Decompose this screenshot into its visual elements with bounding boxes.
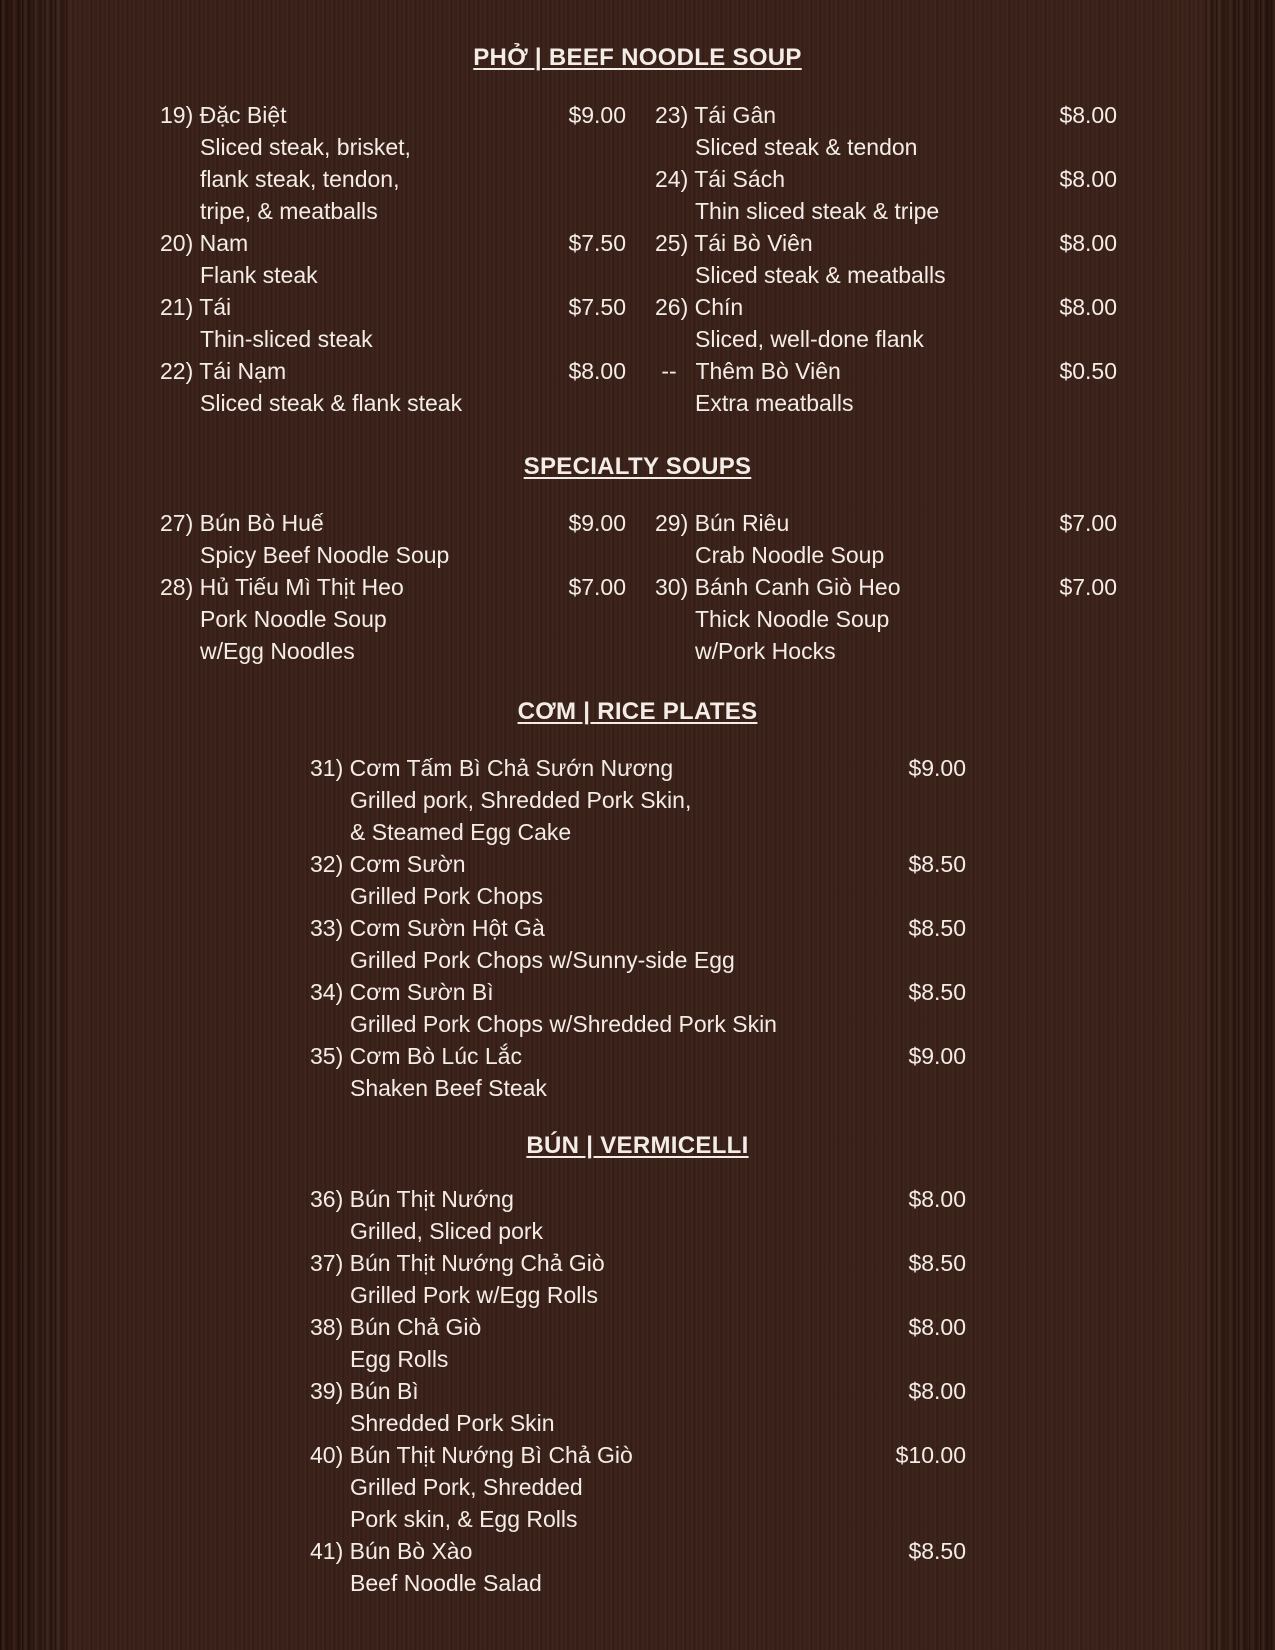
item-description: Sliced steak, brisket, (200, 134, 411, 160)
item-price: $9.00 (908, 1043, 966, 1069)
item-description: Grilled pork, Shredded Pork Skin, (350, 787, 692, 813)
rice-plates-column (310, 752, 966, 1104)
menu-item (310, 912, 966, 976)
menu-item (655, 355, 1117, 419)
item-price: $8.50 (908, 851, 966, 877)
item-description: Shaken Beef Steak (350, 1075, 547, 1101)
item-description: Grilled Pork Chops (350, 883, 544, 909)
item-name: 25) Tái Bò Viên (655, 230, 813, 256)
menu-item (160, 507, 626, 571)
menu-item (310, 1375, 966, 1439)
section-title-com-rice-plates: CƠM | RICE PLATES (517, 698, 758, 725)
item-description: Pork Noodle Soup (200, 606, 387, 632)
item-price: $8.00 (1059, 102, 1117, 128)
item-name: 28) Hủ Tiếu Mì Thịt Heo (160, 574, 404, 600)
item-price: $8.00 (568, 358, 626, 384)
item-description: Crab Noodle Soup (695, 542, 885, 568)
item-description: w/Pork Hocks (695, 638, 836, 664)
item-description: Grilled Pork w/Egg Rolls (350, 1282, 598, 1308)
item-name: 27) Bún Bò Huế (160, 510, 324, 536)
item-description: flank steak, tendon, (200, 166, 400, 192)
item-description: Spicy Beef Noodle Soup (200, 542, 450, 568)
item-description: Thick Noodle Soup (695, 606, 890, 632)
item-name: -- Thêm Bò Viên (655, 358, 841, 384)
menu-item (310, 976, 966, 1040)
item-price: $8.50 (908, 1250, 966, 1276)
item-price: $7.50 (568, 230, 626, 256)
section-title-pho: PHỞ | BEEF NOODLE SOUP (473, 44, 802, 71)
pho-right-column (655, 99, 1117, 419)
item-name: 30) Bánh Canh Giò Heo (655, 574, 901, 600)
item-name: 35) Cơm Bò Lúc Lắc (310, 1043, 522, 1069)
item-price: $0.50 (1059, 358, 1117, 384)
section-title-bun-vermicelli: BÚN | VERMICELLI (526, 1132, 749, 1159)
menu-item (310, 752, 966, 848)
item-name: 24) Tái Sách (655, 166, 785, 192)
item-price: $9.00 (568, 510, 626, 536)
menu-item (655, 163, 1117, 227)
menu-item (310, 1183, 966, 1247)
item-name: 23) Tái Gân (655, 102, 777, 128)
item-name: 20) Nam (160, 230, 249, 256)
item-description: tripe, & meatballs (200, 198, 378, 224)
item-name: 33) Cơm Sườn Hột Gà (310, 915, 545, 941)
menu-item (160, 227, 626, 291)
menu-item (310, 1040, 966, 1104)
item-description: Extra meatballs (695, 390, 854, 416)
item-description: Flank steak (200, 262, 318, 288)
item-name: 29) Bún Riêu (655, 510, 790, 536)
item-name: 22) Tái Nạm (160, 358, 287, 384)
item-price: $8.00 (1059, 294, 1117, 320)
menu-item (655, 291, 1117, 355)
item-description: Sliced steak & flank steak (200, 390, 463, 416)
item-name: 38) Bún Chả Giò (310, 1314, 482, 1340)
menu-item (655, 99, 1117, 163)
item-price: $7.00 (1059, 510, 1117, 536)
item-price: $8.00 (1059, 230, 1117, 256)
item-description: Sliced steak & meatballs (695, 262, 946, 288)
menu-item (310, 848, 966, 912)
menu-item (310, 1439, 966, 1535)
item-description: Grilled Pork, Shredded (350, 1474, 583, 1500)
item-price: $7.00 (1059, 574, 1117, 600)
item-name: 19) Đặc Biệt (160, 102, 287, 128)
item-description: Grilled, Sliced pork (350, 1218, 544, 1244)
item-price: $8.50 (908, 979, 966, 1005)
item-name: 21) Tái (160, 294, 232, 320)
menu-item (310, 1535, 966, 1599)
item-name: 37) Bún Thịt Nướng Chả Giò (310, 1250, 605, 1276)
vermicelli-column (310, 1183, 966, 1599)
item-name: 36) Bún Thịt Nướng (310, 1186, 514, 1212)
item-name: 40) Bún Thịt Nướng Bì Chả Giò (310, 1442, 633, 1468)
item-description: Thin-sliced steak (200, 326, 373, 352)
item-price: $9.00 (568, 102, 626, 128)
item-price: $8.00 (908, 1186, 966, 1212)
menu-item (310, 1247, 966, 1311)
item-name: 26) Chín (655, 294, 744, 320)
menu-item (160, 571, 626, 667)
item-name: 39) Bún Bì (310, 1378, 419, 1404)
item-price: $8.00 (908, 1378, 966, 1404)
menu-item (310, 1311, 966, 1375)
menu-item (160, 291, 626, 355)
menu-item (655, 227, 1117, 291)
item-description: & Steamed Egg Cake (350, 819, 572, 845)
item-price: $8.00 (908, 1314, 966, 1340)
menu-item (655, 507, 1117, 571)
item-description: Pork skin, & Egg Rolls (350, 1506, 578, 1532)
item-name: 32) Cơm Sườn (310, 851, 466, 877)
item-description: Thin sliced steak & tripe (695, 198, 940, 224)
item-price: $8.50 (908, 1538, 966, 1564)
item-price: $8.00 (1059, 166, 1117, 192)
item-description: Sliced steak & tendon (695, 134, 918, 160)
item-name: 34) Cơm Sườn Bì (310, 979, 494, 1005)
specialty-right-column (655, 507, 1117, 667)
specialty-left-column (160, 507, 626, 667)
item-description: Grilled Pork Chops w/Shredded Pork Skin (350, 1011, 777, 1037)
item-description: Egg Rolls (350, 1346, 449, 1372)
item-description: Shredded Pork Skin (350, 1410, 555, 1436)
item-description: Beef Noodle Salad (350, 1570, 542, 1596)
pho-left-column (160, 99, 626, 419)
item-price: $7.00 (568, 574, 626, 600)
item-price: $8.50 (908, 915, 966, 941)
item-name: 41) Bún Bò Xào (310, 1538, 473, 1564)
item-description: Grilled Pork Chops w/Sunny-side Egg (350, 947, 735, 973)
menu-item (655, 571, 1117, 667)
item-name: 31) Cơm Tấm Bì Chả Sướn Nương (310, 755, 674, 781)
item-price: $9.00 (908, 755, 966, 781)
item-description: w/Egg Noodles (200, 638, 355, 664)
item-price: $7.50 (568, 294, 626, 320)
menu-item (160, 99, 626, 227)
item-description: Sliced, well-done flank (695, 326, 924, 352)
item-price: $10.00 (895, 1442, 966, 1468)
menu-item (160, 355, 626, 419)
section-title-specialty-soups: SPECIALTY SOUPS (523, 453, 752, 480)
